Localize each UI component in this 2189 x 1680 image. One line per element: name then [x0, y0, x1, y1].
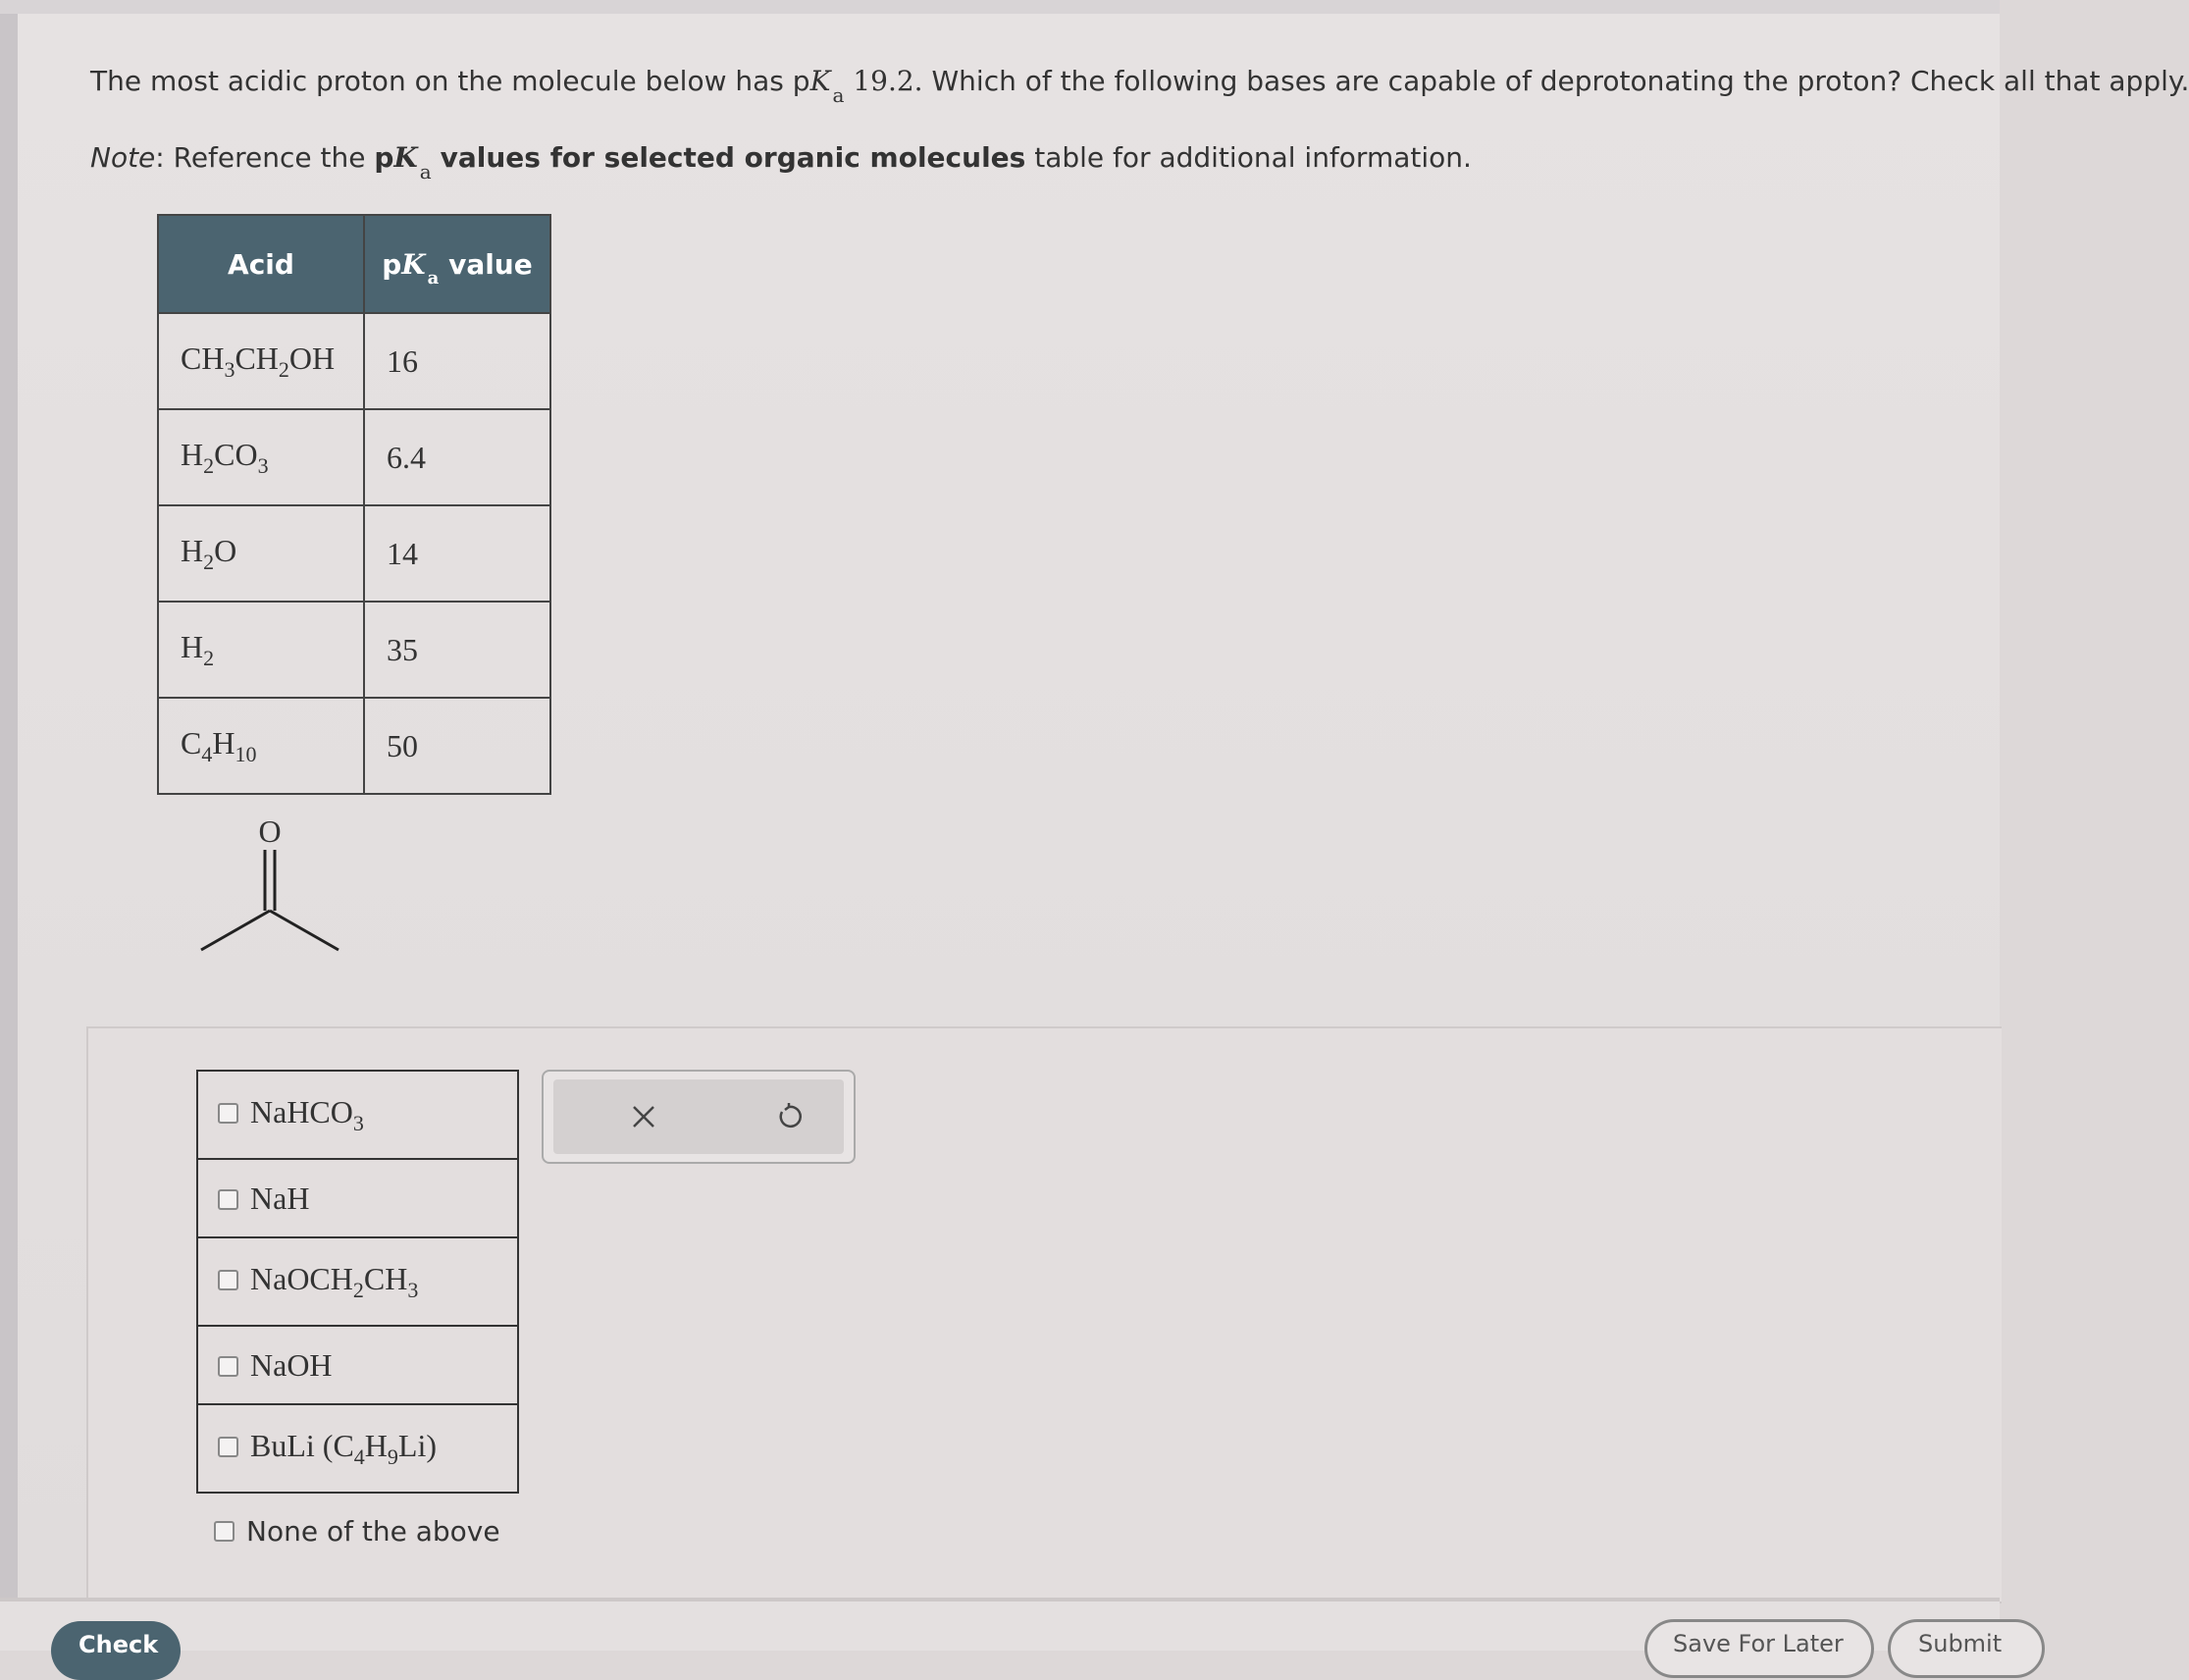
- table-row: [158, 602, 550, 698]
- tools-bar: [553, 1079, 844, 1154]
- table-row: [158, 409, 550, 505]
- submit-button[interactable]: Submit: [1888, 1619, 2045, 1678]
- choice-naoh[interactable]: NaOH: [197, 1326, 518, 1404]
- undo-button[interactable]: [761, 1091, 816, 1142]
- choice-nahco3[interactable]: NaHCO$_3$: [197, 1071, 518, 1159]
- choice-nah[interactable]: NaH: [197, 1159, 518, 1237]
- table-row: [158, 313, 550, 409]
- undo-icon: [774, 1102, 804, 1131]
- top-edge: [0, 0, 2000, 14]
- choice-row[interactable]: [197, 1071, 518, 1159]
- checkbox[interactable]: [218, 1437, 238, 1457]
- choices-table: [196, 1070, 519, 1494]
- clear-button[interactable]: [616, 1091, 671, 1142]
- acid-cell: $H_2CO_3$: [158, 409, 364, 505]
- header-acid: Acid: [158, 215, 364, 313]
- pka-cell: 50: [364, 698, 550, 794]
- checkbox[interactable]: [214, 1521, 235, 1542]
- close-icon: [630, 1103, 657, 1130]
- pka-cell: 6.4: [364, 409, 550, 505]
- choice-row[interactable]: [197, 1159, 518, 1237]
- acid-cell: $H_2O$: [158, 505, 364, 602]
- acetone-structure: [196, 813, 353, 960]
- question-text: The most acidic proton on the molecule below has pK $_a$ 19.2. Which of the following bases are capable of deprotonating the proton? Check all that apply.: [90, 65, 2189, 107]
- acid-cell: $CH_3CH_2OH$: [158, 313, 364, 409]
- table-row: [158, 505, 550, 602]
- header-pka: pK $_a$ value: [364, 215, 550, 313]
- choice-none[interactable]: None of the above: [214, 1515, 500, 1548]
- note-text: Note: Reference the pK $_a$ values for selected organic molecules table for additional information.: [90, 141, 1472, 184]
- checkbox[interactable]: [218, 1356, 238, 1377]
- pka-cell: 16: [364, 313, 550, 409]
- choice-row[interactable]: [197, 1404, 518, 1493]
- save-for-later-button[interactable]: Save For Later: [1644, 1619, 1874, 1678]
- check-button[interactable]: Check: [51, 1621, 181, 1680]
- left-edge: [0, 0, 18, 1647]
- acid-cell: $H_2$: [158, 602, 364, 698]
- answer-tools: [542, 1070, 856, 1164]
- oxygen-label: O: [258, 814, 282, 849]
- pka-table: [157, 214, 551, 795]
- choice-buli[interactable]: BuLi $(C_4H_9Li)$: [197, 1404, 518, 1493]
- pka-cell: 14: [364, 505, 550, 602]
- checkbox[interactable]: [218, 1103, 238, 1124]
- checkbox[interactable]: [218, 1189, 238, 1210]
- pka-cell: 35: [364, 602, 550, 698]
- acid-cell: $C_4H_{10}$: [158, 698, 364, 794]
- checkbox[interactable]: [218, 1270, 238, 1290]
- choice-row[interactable]: [197, 1326, 518, 1404]
- choice-row[interactable]: [197, 1237, 518, 1326]
- table-row: [158, 698, 550, 794]
- pka-table-link[interactable]: values for selected organic molecules: [440, 141, 1026, 174]
- choice-naoch2ch3[interactable]: $NaOCH_2CH_3$: [197, 1237, 518, 1326]
